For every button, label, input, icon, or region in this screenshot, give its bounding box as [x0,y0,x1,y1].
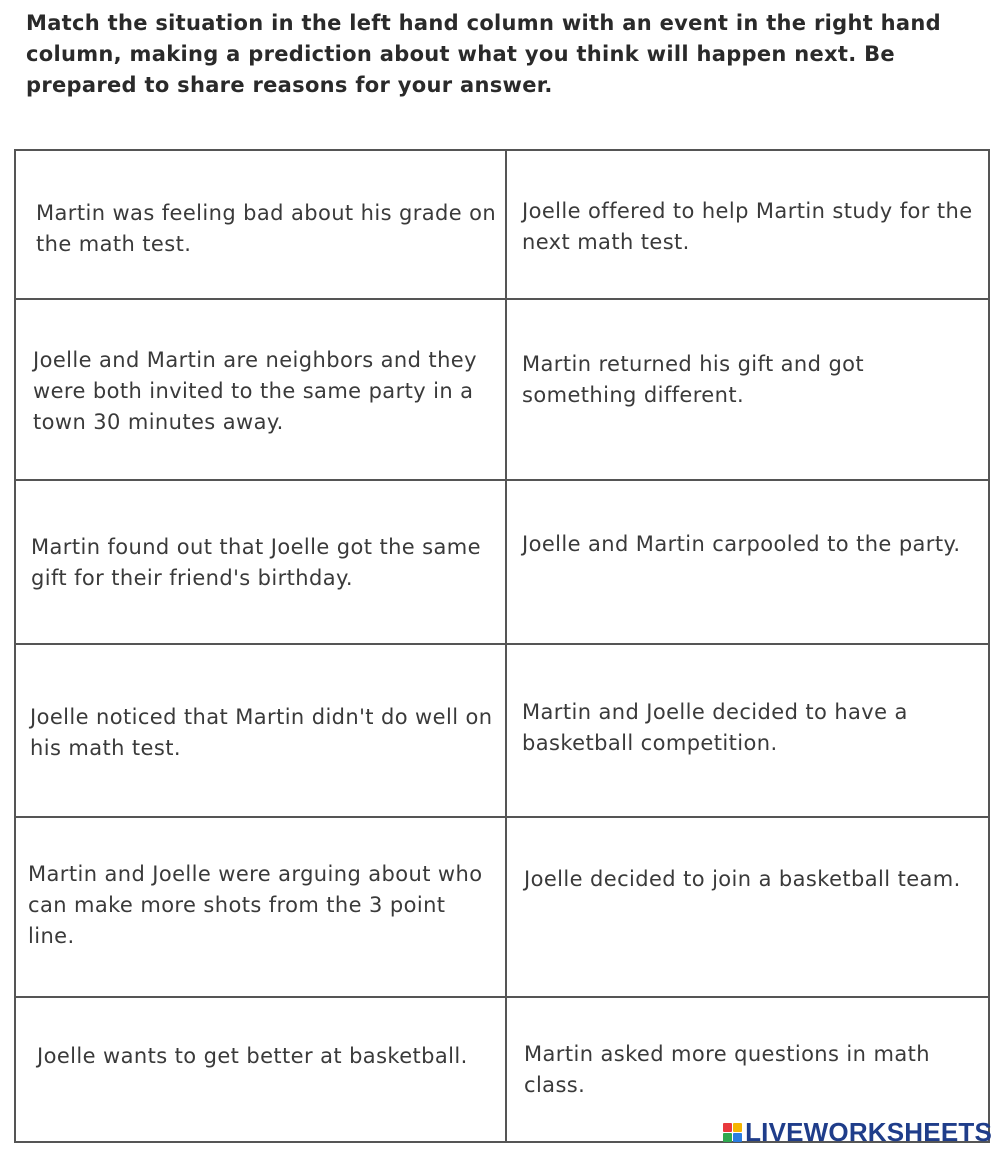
row-divider [16,298,988,300]
row-divider [16,643,988,645]
logo-square [723,1123,732,1132]
event-cell: Martin and Joelle decided to have a basketball competition. [522,700,908,755]
event-cell: Joelle offered to help Martin study for the next math test. [522,199,973,254]
row-divider [16,816,988,818]
situation-cell: Joelle noticed that Martin didn't do well on his math test. [30,705,493,760]
logo-square [723,1133,732,1142]
logo-text: LIVEWORKSHEETS [745,1117,992,1147]
logo-square [733,1133,742,1142]
situation-cell: Joelle and Martin are neighbors and they were both invited to the same party in a town 30 minutes away. [33,348,477,434]
event-cell: Joelle and Martin carpooled to the party. [522,532,961,556]
event-cell: Joelle decided to join a basketball team. [524,867,961,891]
liveworksheets-logo [723,1117,992,1148]
logo-square [733,1123,742,1132]
row-divider [16,996,988,998]
situation-cell: Martin found out that Joelle got the same gift for their friend's birthday. [31,535,481,590]
situation-cell: Martin and Joelle were arguing about who can make more shots from the 3 point line. [28,862,483,948]
instructions-text: Match the situation in the left hand column with an event in the right hand column, making a prediction about what you think will happen next. Be prepared to share reasons for your answer. [26,11,941,97]
situation-cell: Joelle wants to get better at basketball. [37,1044,468,1068]
situation-cell: Martin was feeling bad about his grade on the math test. [36,201,497,256]
logo-squares-icon [723,1123,742,1142]
event-cell: Martin returned his gift and got something different. [522,352,865,407]
event-cell: Martin asked more questions in math class. [524,1042,930,1097]
row-divider [16,479,988,481]
matching-table [14,149,990,1143]
